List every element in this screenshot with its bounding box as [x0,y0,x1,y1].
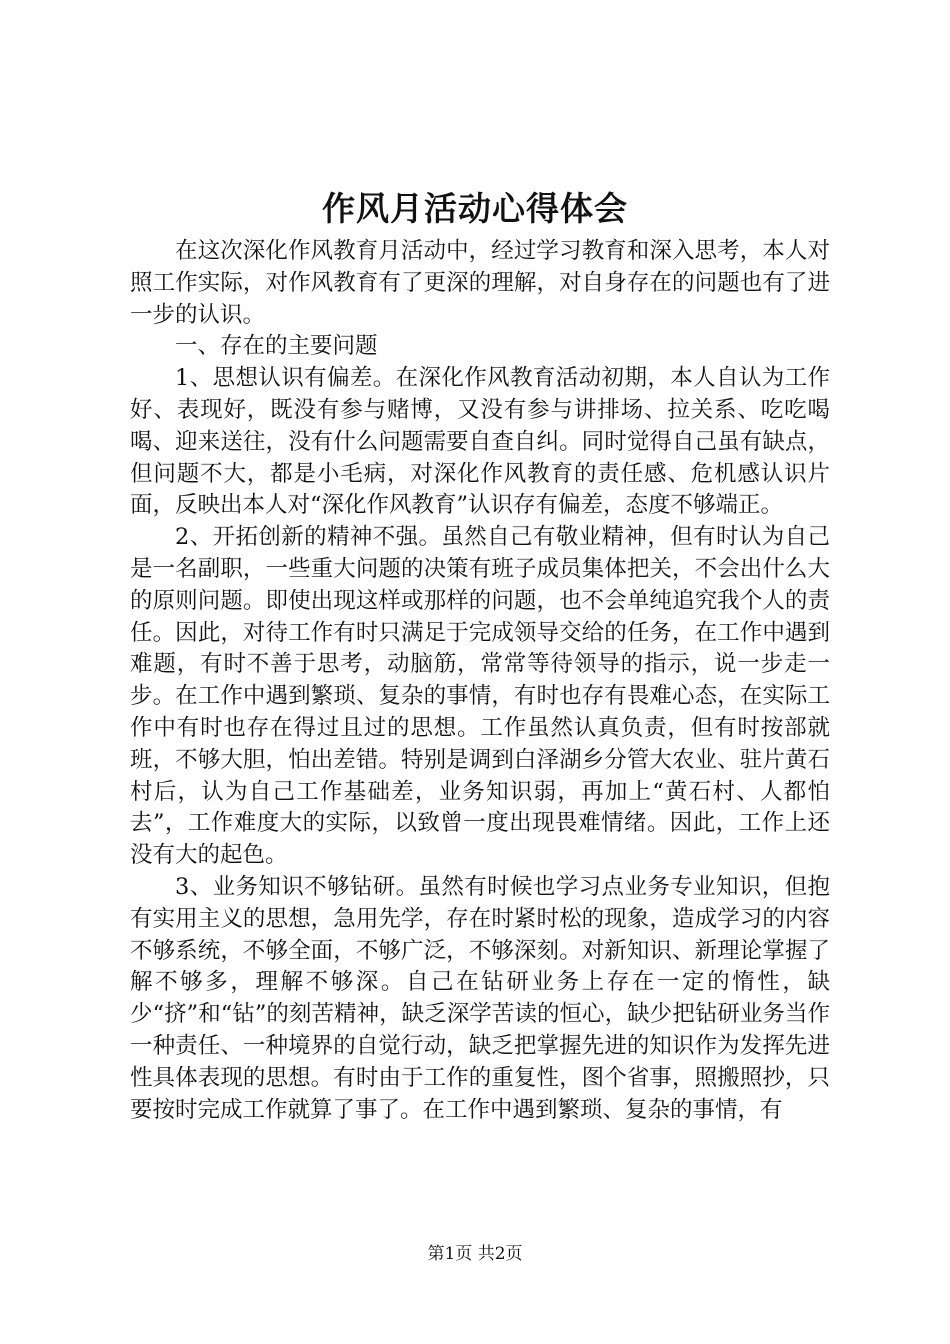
paragraph-item-1: 1、思想认识有偏差。在深化作风教育活动初期，本人自认为工作好、表现好，既没有参与赌博，又没有参与讲排场、拉关系、吃吃喝喝、迎来送往，没有什么问题需要自查自纠。同时觉得自己虽有缺点，但问题不大，都是小毛病，对深化作风教育的责任感、危机感认识片面，反映出本人对“深化作风教育”认识存有偏差，态度不够端正。 [130,365,830,519]
paragraph-item-2: 2、开拓创新的精神不强。虽然自己有敬业精神，但有时认为自己是一名副职，一些重大问题的决策有班子成员集体把关，不会出什么大的原则问题。即使出现这样或那样的问题，也不会单纯追究我个人的责任。因此，对待工作有时只满足于完成领导交给的任务，在工作中遇到难题，有时不善于思考，动脑筋，常常等待领导的指示，说一步走一步。在工作中遇到繁琐、复杂的事情，有时也存有畏难心态，在实际工作中有时也存在得过且过的思想。工作虽然认真负责，但有时按部就班，不够大胆，怕出差错。特别是调到白泽湖乡分管大农业、驻片黄石村后，认为自己工作基础差，业务知识弱，再加上“黄石村、人都怕去”，工作难度大的实际，以致曾一度出现畏难情绪。因此，工作上还没有大的起色。 [130,524,830,869]
paragraph-intro: 在这次深化作风教育月活动中，经过学习教育和深入思考，本人对照工作实际，对作风教育有了更深的理解，对自身存在的问题也有了进一步的认识。 [130,238,830,328]
document-body [130,236,830,1126]
page-number: 第1页 共2页 [427,1244,523,1264]
document-title: 作风月活动心得体会 [322,189,628,228]
paragraph-item-3: 3、业务知识不够钻研。虽然有时候也学习点业务专业知识，但抱有实用主义的思想，急用先学，存在时紧时松的现象，造成学习的内容不够系统，不够全面，不够广泛，不够深刻。对新知识、新理论掌握了解不够多，理解不够深。自己在钻研业务上存在一定的惰性，缺少“挤”和“钻”的刻苦精神，缺乏深学苦读的恒心，缺少把钻研业务当作一种责任、一种境界的自觉行动，缺乏把掌握先进的知识作为发挥先进性具体表现的思想。有时由于工作的重复性，图个省事，照搬照抄，只要按时完成工作就算了事了。在工作中遇到繁琐、复杂的事情，有 [130,873,830,1123]
section-heading: 一、存在的主要问题 [175,333,378,360]
